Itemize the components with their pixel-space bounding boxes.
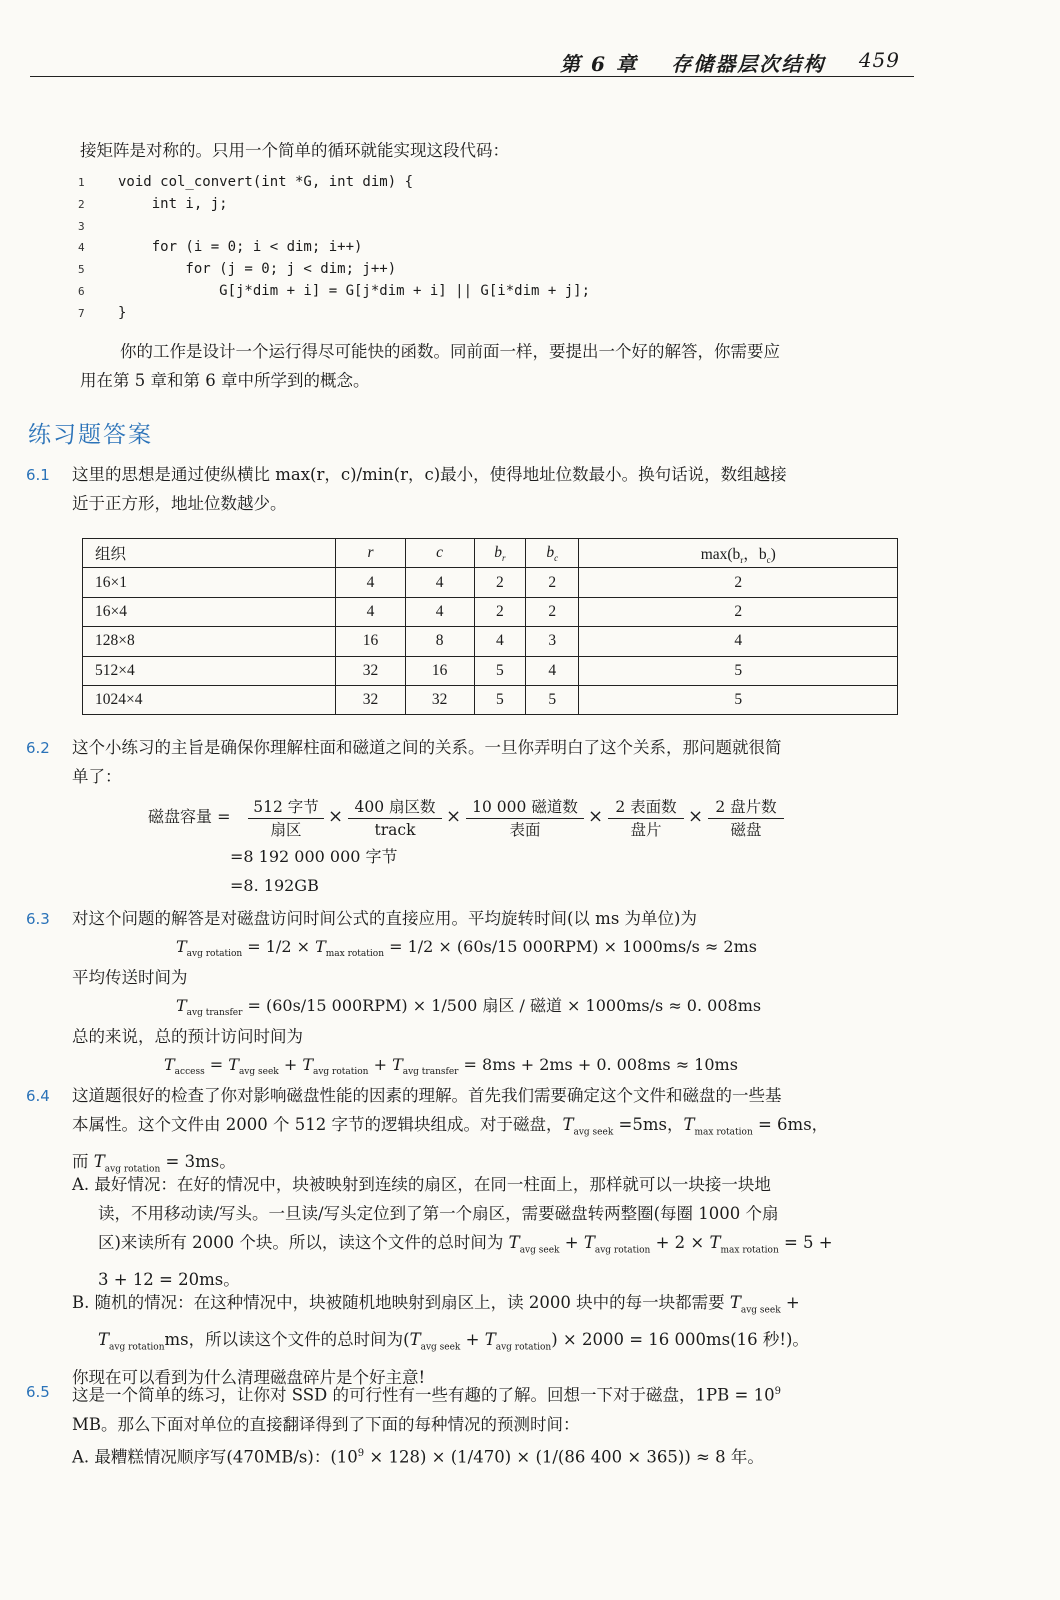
table-row [83,568,898,597]
line-number: 2 [78,197,85,211]
rotation-equation [176,936,757,965]
header-b: b [758,545,767,563]
column-header: 组织 [83,539,336,568]
numerator: 512 字节 [248,796,324,819]
text: A. 最糟糕情况顺序写(470MB/s)：(10 [72,1447,358,1466]
page-number: 459 [858,48,900,72]
table-row [83,627,898,656]
capacity-gb: =8. 192GB [230,876,319,895]
text: =5ms， [613,1115,684,1134]
t-symbol: T [93,1152,105,1172]
intro-text: 接矩阵是对称的。只用一个简单的循环就能实现这段代码： [80,141,509,160]
subscript: avg transfer [402,1067,459,1078]
header-rule [30,76,914,77]
table-header-row [83,539,898,568]
subscript: avg seek [519,1245,560,1256]
answer-line: 读，不用移动读/写头。一旦读/写头定位到了第一个扇区，需要磁盘转两整圈(每圈 1000 个扇 [98,1204,779,1223]
text: × 128) × (1/470) × (1/(86 400 × 365)) ≈ 8 年。 [364,1447,764,1466]
column-header: r [336,539,405,568]
subscript: avg rotation [594,1245,651,1256]
code-text: void col_convert(int *G, int dim) { [118,174,414,190]
subscript: max rotation [325,949,384,960]
denominator: 磁盘 [730,821,762,839]
t-symbol: T [508,1233,520,1252]
answer-6-5 [72,1377,912,1471]
answer-line: 近于正方形，地址位数越少。 [72,494,287,513]
table-cell: 5 [526,685,579,714]
text: ms，所以读这个文件的总时间为( [164,1330,410,1350]
table-row [83,685,898,714]
t-symbol: T [484,1330,496,1350]
task-line: 你的工作是设计一个运行得尽可能快的函数。同前面一样，要提出一个好的解答，你需要应 [120,342,780,361]
code-text: G[j*dim + i] = G[j*dim + i] || G[i*dim + j]; [118,282,591,299]
fraction [466,796,584,841]
line-number: 6 [78,284,85,298]
table-cell: 16 [336,627,405,656]
subscript: avg rotation [104,1164,161,1175]
t-symbol: T [683,1115,695,1134]
t-symbol: T [176,937,187,956]
code-text: for (j = 0; j < dim; j++) [118,261,397,278]
eq-text: = 1/2 × [242,937,316,956]
case-a [72,1170,912,1294]
column-header: $\max(b_r$，$b_c$) [579,539,898,568]
t-symbol: T [98,1330,110,1350]
column-header [474,539,525,568]
chapter-title: 存储器层次结构 [671,52,826,76]
line-number: 4 [78,241,85,255]
times-sign: × [446,806,462,827]
table-row [83,656,898,685]
t-symbol: T [709,1233,721,1252]
answer-line [72,1110,912,1147]
table-cell: 2 [579,597,898,626]
table-cell: 16×1 [83,568,336,597]
table-row [83,597,898,626]
table-cell: 5 [474,656,525,685]
subscript: avg seek [573,1127,614,1138]
answer-line: 单了： [72,767,122,786]
header-b: b [494,543,502,561]
answer-6-2 [72,733,912,791]
subscript: avg rotation [312,1067,369,1078]
t-symbol: T [302,1055,313,1074]
answer-line: 你现在可以看到为什么清理磁盘碎片是个好主意! [72,1367,426,1387]
denominator: 表面 [509,821,541,839]
header-sub: c [766,554,771,565]
table-cell: 4 [405,597,474,626]
answer-line: 总的来说，总的预计访问时间为 [72,1027,303,1046]
denominator: 扇区 [270,821,302,839]
t-symbol: T [392,1055,403,1074]
table-cell: 2 [474,597,525,626]
denominator: 盘片 [630,821,662,839]
answer-line: 平均传送时间为 [72,968,188,987]
subscript: avg seek [238,1067,279,1078]
table-cell: 32 [405,685,474,714]
subscript: access [174,1067,205,1078]
text: ) × 2000 = 16 000ms(16 秒!)。 [551,1330,809,1350]
header-sub: r [501,552,506,563]
table-cell: 2 [579,568,898,597]
text: 这是一个简单的练习，让你对 SSD 的可行性有一些有趣的了解。回想一下对于磁盘，1PB = 10 [72,1385,775,1405]
table-cell: 5 [579,656,898,685]
table-cell: 16 [405,656,474,685]
running-header [560,48,900,77]
header-max: max(b [700,545,741,563]
table-cell: 4 [474,627,525,656]
t-symbol: T [562,1115,574,1134]
numerator: 400 扇区数 [348,796,442,819]
times-sign: × [588,806,604,827]
denominator: track [374,821,416,839]
code-text: } [118,304,127,321]
section-title: 练习题答案 [28,422,153,448]
chapter-label: 第 6 章 [560,52,638,76]
fraction [248,796,324,841]
task-paragraph [80,337,912,395]
table-cell: 3 [526,627,579,656]
answer-line: B. 随机的情况：在这种情况中，块被随机地映射到扇区上，读 2000 块中的每一块都需要 $T_{avg seek}$ + [72,1293,800,1316]
superscript: 9 [357,1447,365,1459]
text: = 5 + [778,1233,833,1252]
table-cell: 32 [336,685,405,714]
fraction [348,796,442,841]
header-sub: c [554,552,559,563]
table-cell: 2 [526,597,579,626]
subscript: avg transfer [186,1008,243,1019]
answer-line: MB。那么下面对单位的直接翻译得到了下面的每种情况的预测时间： [72,1414,580,1434]
table-cell: 2 [526,568,579,597]
line-number: 7 [78,306,85,320]
t-symbol: T [583,1233,595,1252]
t-symbol: T [176,996,187,1015]
subscript: avg rotation [109,1342,165,1353]
question-number: 6.1 [26,466,50,484]
table-cell: 4 [526,656,579,685]
disk-capacity-label: 磁盘容量 = [148,807,231,826]
question-number: 6.2 [26,739,50,757]
answer-line: 对这个问题的解答是对磁盘访问时间公式的直接应用。平均旋转时间(以 ms 为单位)为 [72,909,697,928]
t-symbol: T [315,937,326,956]
table-cell: 1024×4 [83,685,336,714]
text: = 6ms， [752,1115,829,1134]
question-number: 6.5 [26,1383,50,1401]
line-number: 1 [78,176,85,189]
text: = 3ms。 [160,1152,236,1172]
table-cell: 5 [579,685,898,714]
line-number: 3 [78,219,85,233]
code-text: int i, j; [118,195,228,212]
text: 而 [72,1152,94,1172]
numerator: 2 表面数 [608,796,684,819]
table-cell: 4 [336,568,405,597]
table-cell: 2 [474,568,525,597]
fraction [608,796,684,841]
table-cell: 4 [579,627,898,656]
header-close: ) [770,545,776,563]
answer-line [72,1439,912,1472]
subscript: max rotation [720,1245,779,1256]
line-number: 5 [78,263,85,277]
superscript: 9 [774,1386,781,1397]
table-cell: 512×4 [83,656,336,685]
table-cell: 128×8 [83,627,336,656]
answer-line: 这里的思想是通过使纵横比 max(r，c)/min(r，c)最小，使得地址位数最小。换句话说，数组越接 [72,465,787,484]
transfer-equation [176,995,761,1024]
text: 区)来读所有 2000 个块。所以，读这个文件的总时间为 [98,1233,509,1252]
numerator: 10 000 磁道数 [466,796,584,819]
question-number: 6.3 [26,910,50,928]
column-header [526,539,579,568]
subscript: avg seek [740,1305,781,1316]
t-symbol: T [164,1055,175,1074]
answer-line: 区)来读所有 2000 个块。所以，读这个文件的总时间为 $T_{avg seek} + T_{avg rotation} + 2 \times T_{max rotation} = 5$ + [98,1233,833,1256]
table-cell: 8 [405,627,474,656]
column-header: c [405,539,474,568]
answer-line: $T_{avg rotation}ms$，所以读这个文件的总时间为$(T_{avg seek} + T_{avg rotation}) \times 2000 = 16$ 000ms(16 秒!)。 [98,1330,809,1353]
times-sign: × [688,806,704,827]
table-cell: 32 [336,656,405,685]
table-cell: 16×4 [83,597,336,626]
subscript: avg seek [420,1342,461,1353]
answer-line: 这道题很好的检查了你对影响磁盘性能的因素的理解。首先我们需要确定这个文件和磁盘的一些基 [72,1086,782,1105]
table-cell: 4 [405,568,474,597]
eq-text: = 1/2 × (60s/15 000RPM) × 1000ms/s ≈ 2ms [384,937,757,956]
header-sub: r [740,554,744,565]
subscript: max rotation [694,1127,753,1138]
answer-line [72,1377,912,1410]
numerator: 2 盘片数 [708,796,784,819]
capacity-bytes: =8 192 000 000 字节 [230,847,398,866]
text: B. 随机的情况：在这种情况中，块被随机地映射到扇区上，读 2000 块中的每一块都需要 [72,1293,730,1312]
answer-line: 3 + 12 = 20ms。 [98,1270,240,1290]
organization-table [82,538,898,715]
code-text: for (i = 0; i < dim; i++) [118,239,363,256]
eq-text: = 8ms + 2ms + 0. 008ms ≈ 10ms [458,1055,738,1074]
answer-6-1 [72,460,912,518]
t-symbol: T [729,1293,741,1312]
t-symbol: T [228,1055,239,1074]
subscript: avg rotation [495,1342,552,1353]
eq-text: = (60s/15 000RPM) × 1/500 扇区 / 磁道 × 1000ms/s ≈ 0. 008ms [242,996,762,1015]
header-b: b [546,543,555,561]
text: 本属性。这个文件由 2000 个 512 字节的逻辑块组成。对于磁盘， [72,1115,563,1134]
answer-line: 这个小练习的主旨是确保你理解柱面和磁道之间的关系。一旦你弄明白了这个关系，那问题就很简 [72,738,782,757]
access-equation: $T_{access} = T_{avg seek} + T_{avg rotation} + T_{avg transfer} = 8ms + 2ms + 0$. 008ms ≈ 10ms [164,1055,738,1078]
t-symbol: T [409,1330,421,1350]
answer-line: A. 最好情况：在好的情况中，块被映射到连续的扇区，在同一柱面上，那样就可以一块接一块地 [72,1175,771,1194]
table-cell: 5 [474,685,525,714]
question-number: 6.4 [26,1087,50,1105]
task-line: 用在第 5 章和第 6 章中所学到的概念。 [80,371,370,390]
table-cell: 4 [336,597,405,626]
subscript: avg rotation [186,949,243,960]
times-sign: × [328,806,344,827]
fraction [708,796,784,841]
